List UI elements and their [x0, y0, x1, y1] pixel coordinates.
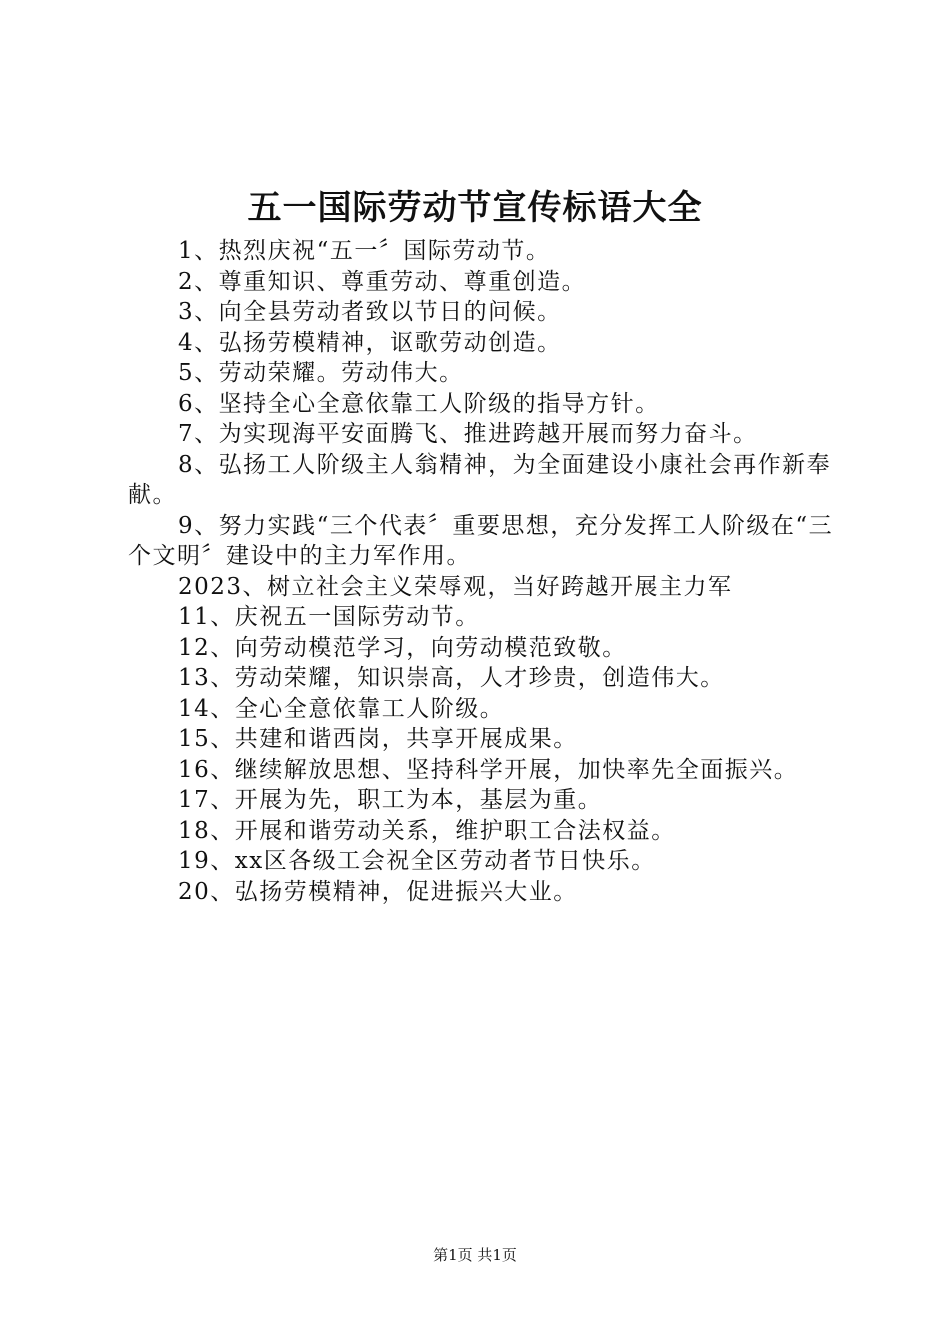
slogan-item: 6、坚持全心全意依靠工人阶级的指导方针。	[178, 390, 660, 417]
slogan-item: 18、开展和谐劳动关系，维护职工合法权益。	[178, 817, 676, 844]
slogan-item: 8、弘扬工人阶级主人翁精神，为全面建设小康社会再作新奉献。	[128, 451, 832, 508]
slogan-item: 2023、树立社会主义荣辱观，当好跨越开展主力军	[178, 573, 733, 600]
slogan-item: 19、xx区各级工会祝全区劳动者节日快乐。	[178, 848, 656, 874]
slogan-item: 11、庆祝五一国际劳动节。	[178, 604, 480, 630]
slogan-item: 1、热烈庆祝“五一〞国际劳动节。	[178, 238, 551, 264]
slogan-item: 4、弘扬劳模精神，讴歌劳动创造。	[178, 329, 562, 356]
slogan-item: 16、继续解放思想、坚持科学开展，加快率先全面振兴。	[178, 756, 799, 783]
slogan-item: 17、开展为先，职工为本，基层为重。	[178, 787, 603, 813]
slogan-item: 3、向全县劳动者致以节日的问候。	[178, 299, 562, 325]
page-footer: 第1页 共1页	[433, 1246, 517, 1264]
slogan-item: 20、弘扬劳模精神，促进振兴大业。	[178, 878, 578, 905]
slogan-item: 15、共建和谐西岗，共享开展成果。	[178, 726, 578, 752]
slogan-item: 2、尊重知识、尊重劳动、尊重创造。	[178, 268, 587, 295]
slogan-item: 5、劳动荣耀。劳动伟大。	[178, 360, 464, 386]
slogan-item: 7、为实现海平安面腾飞、推进跨越开展而努力奋斗。	[178, 421, 758, 447]
slogan-item: 9、努力实践“三个代表〞重要思想，充分发挥工人阶级在“三个文明〞建设中的主力军作用。	[128, 512, 834, 569]
slogan-item: 12、向劳动模范学习，向劳动模范致敬。	[178, 634, 627, 661]
document-title: 五一国际劳动节宣传标语大全	[247, 188, 703, 228]
slogan-list	[128, 236, 836, 907]
slogan-item: 14、全心全意依靠工人阶级。	[178, 695, 505, 722]
slogan-item: 13、劳动荣耀，知识崇高，人才珍贵，创造伟大。	[178, 665, 725, 691]
